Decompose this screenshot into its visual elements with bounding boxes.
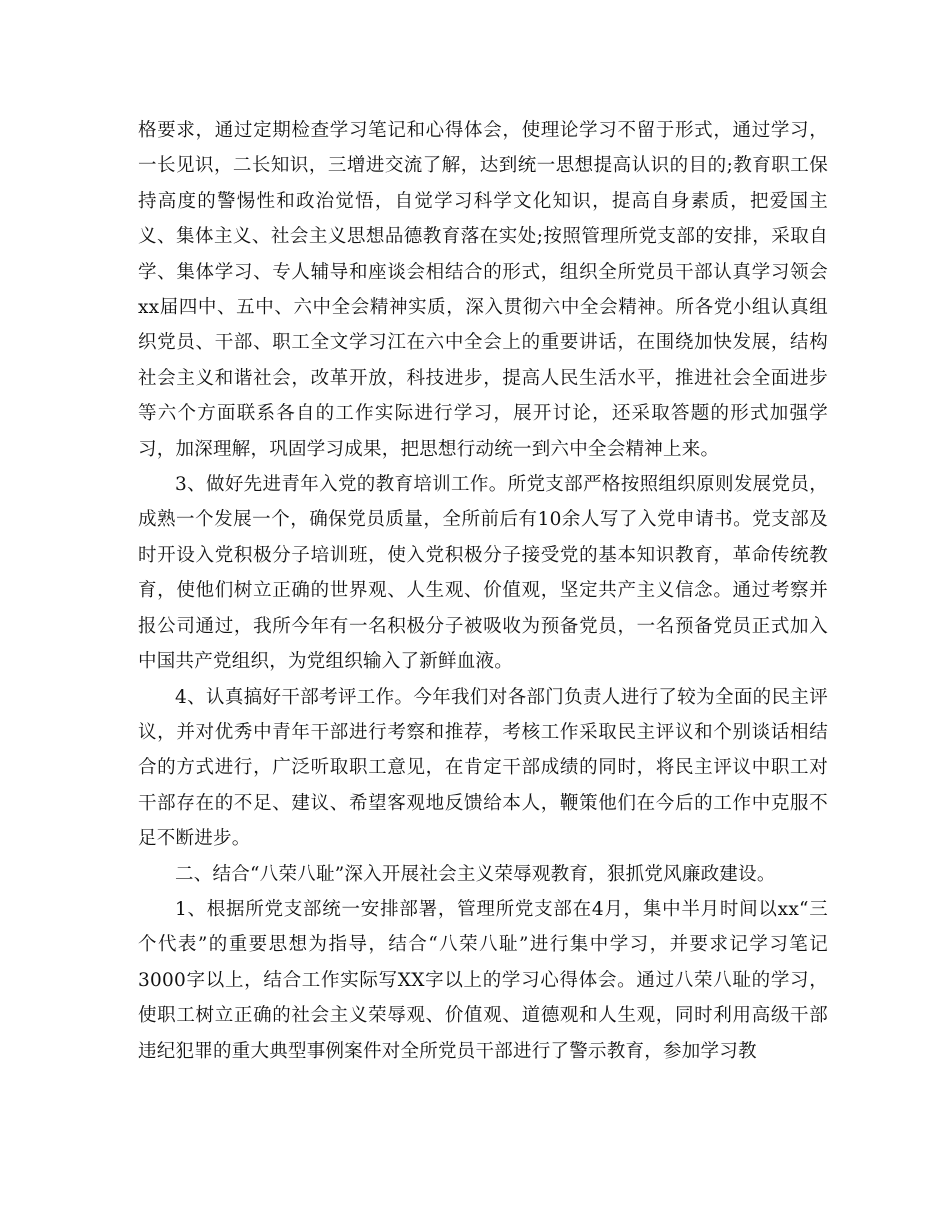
section-heading-2: 二、结合“八荣八耻”深入开展社会主义荣辱观教育，狠抓党风廉政建设。: [175, 863, 776, 885]
paragraph-section-3: 3、做好先进青年入党的教育培训工作。所党支部严格按照组织原则发展党员，成熟一个发展一个，确保党员质量，全所前后有10余人写了入党申请书。党支部及时开设入党积极分子培训班，使入党积极分子接受党的基本知识教育，革命传统教育，使他们树立正确的世界观、人生观、价值观，坚定共产主义信念。通过考察并报公司通过，我所今年有一名积极分子被吸收为预备党员，一名预备党员正式加入中国共产党组织，为党组织输入了新鲜血液。: [138, 474, 828, 673]
paragraph-subsection-1: 1、根据所党支部统一安排部署，管理所党支部在4月，集中半月时间以xx“三个代表”的重要思想为指导，结合“八荣八耻”进行集中学习，并要求记学习笔记3000字以上，结合工作实际写XX字以上的学习心得体会。通过八荣八耻的学习，使职工树立正确的社会主义荣辱观、价值观、道德观和人生观，同时利用高级干部违纪犯罪的重大典型事例案件对全所党员干部进行了警示教育，参加学习教: [138, 898, 828, 1062]
document-body: [138, 113, 828, 1069]
paragraph-continuation: 格要求，通过定期检查学习笔记和心得体会，使理论学习不留于形式，通过学习，一长见识，二长知识，三增进交流了解，达到统一思想提高认识的目的;教育职工保持高度的警惕性和政治觉悟，自觉学习科学文化知识，提高自身素质，把爱国主义、集体主义、社会主义思想品德教育落在实处;按照管理所党支部的安排，采取自学、集体学习、专人辅导和座谈会相结合的形式，组织全所党员干部认真学习领会xx届四中、五中、六中全会精神实质，深入贯彻六中全会精神。所各党小组认真组织党员、干部、职工全文学习江在六中全会上的重要讲话，在围绕加快发展，结构社会主义和谐社会，改革开放，科技进步，提高人民生活水平，推进社会全面进步等六个方面联系各自的工作实际进行学习，展开讨论，还采取答题的形式加强学习，加深理解，巩固学习成果，把思想行动统一到六中全会精神上来。: [138, 120, 828, 460]
paragraph-section-4: 4、认真搞好干部考评工作。今年我们对各部门负责人进行了较为全面的民主评议，并对优秀中青年干部进行考察和推荐，考核工作采取民主评议和个别谈话相结合的方式进行，广泛听取职工意见，在肯定干部成绩的同时，将民主评议中职工对干部存在的不足、建议、希望客观地反馈给本人，鞭策他们在今后的工作中克服不足不断进步。: [138, 686, 828, 850]
